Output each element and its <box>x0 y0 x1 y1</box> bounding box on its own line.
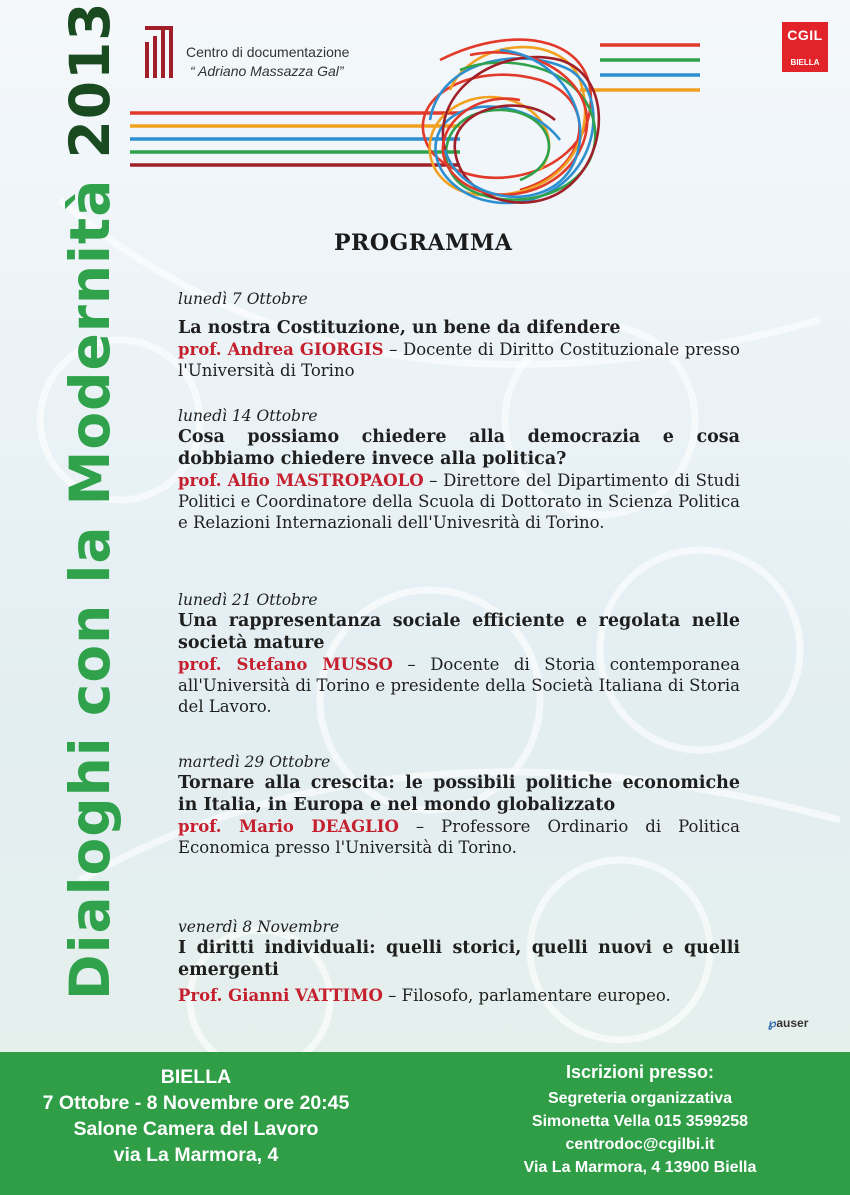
event-item <box>178 290 740 381</box>
registration-heading: Iscrizioni presso: <box>565 1062 715 1082</box>
auser-text: auser <box>776 1016 809 1030</box>
event-title: Tornare alla crescita: le possibili politiche economiche in Italia, in Europa e nel mondo globalizzato <box>178 773 740 815</box>
event-role: – Professore Ordinario di Politica Economica presso l'Università di Torino. <box>178 817 741 857</box>
cgil-logo-top: CGIL <box>787 27 823 43</box>
programma-heading: PROGRAMMA <box>334 230 513 256</box>
vertical-title-year: 2013 <box>58 1 122 159</box>
event-speaker: prof. Andrea GIORGIS <box>178 340 384 359</box>
event-speaker-block <box>178 470 740 533</box>
registration-email[interactable]: centrodoc@cgilbi.it <box>565 1136 715 1153</box>
event-speaker-block <box>178 985 740 1006</box>
centro-line1: Centro di documentazione <box>186 44 350 60</box>
auser-logo <box>768 1016 808 1030</box>
event-role: – Filosofo, parlamentare europeo. <box>382 986 671 1005</box>
cgil-logo <box>782 22 828 72</box>
event-date: lunedì 21 Ottobre <box>178 591 318 609</box>
event-speaker: prof. Stefano MUSSO <box>178 655 393 674</box>
event-date: venerdì 8 Novembre <box>178 918 340 936</box>
registration-office: Segreteria organizzativa <box>547 1090 733 1107</box>
event-title: Cosa possiamo chiedere alla democrazia e cosa dobbiamo chiedere invece alla politica? <box>178 427 740 469</box>
event-item <box>178 918 740 1006</box>
footer-hall: Salone Camera del Lavoro <box>73 1118 319 1140</box>
footer <box>0 1052 850 1195</box>
event-speaker: prof. Alfio MASTROPAOLO <box>178 471 424 490</box>
footer-city: BIELLA <box>160 1066 232 1088</box>
event-title: Una rappresentanza sociale efficiente e regolata nelle società mature <box>178 611 740 653</box>
yarn-ball <box>423 40 599 203</box>
event-item <box>178 591 740 717</box>
event-date: lunedì 14 Ottobre <box>178 407 318 425</box>
event-role: – Direttore del Dipartimento di Studi Politici e Coordinatore della Scuola di Dottorato in Scienza Politica e Relazioni Internazionali dell'Univesrità di Torino. <box>178 471 740 532</box>
event-item <box>178 753 740 858</box>
footer-dates: 7 Ottobre - 8 Novembre ore 20:45 <box>42 1092 350 1114</box>
footer-venue <box>0 1064 392 1168</box>
registration-contact: Simonetta Vella 015 3599258 <box>531 1113 749 1130</box>
footer-registration <box>480 1060 800 1179</box>
event-item <box>178 407 740 533</box>
event-title: I diritti individuali: quelli storici, quelli nuovi e quelli emergenti <box>178 938 740 980</box>
event-date: martedì 29 Ottobre <box>178 753 331 771</box>
event-date: lunedì 7 Ottobre <box>178 290 308 308</box>
event-speaker-block <box>178 654 740 717</box>
event-role: – Docente di Diritto Costituzionale presso l'Università di Torino <box>178 340 740 380</box>
vertical-title <box>55 1 125 1000</box>
centro-line2: “ Adriano Massazza Gal” <box>190 63 344 79</box>
event-speaker: prof. Mario DEAGLIO <box>178 817 399 836</box>
event-speaker-block <box>178 339 740 381</box>
registration-address: Via La Marmora, 4 13900 Biella <box>523 1159 757 1176</box>
event-role: – Docente di Storia contemporanea all'Università di Torino e presidente della Società Italiana di Storia del Lavoro. <box>178 655 740 716</box>
event-title: La nostra Costituzione, un bene da difendere <box>178 318 621 338</box>
event-speaker-block <box>178 816 740 858</box>
auser-swoosh-icon: ℘ <box>768 1016 777 1030</box>
vertical-title-main: Dialoghi con la Modernità <box>58 178 122 1000</box>
cgil-logo-bottom: BIELLA <box>790 58 820 67</box>
centro-logo-text <box>186 43 349 81</box>
event-speaker: Prof. Gianni VATTIMO <box>178 986 383 1005</box>
footer-address: via La Marmora, 4 <box>113 1144 279 1166</box>
